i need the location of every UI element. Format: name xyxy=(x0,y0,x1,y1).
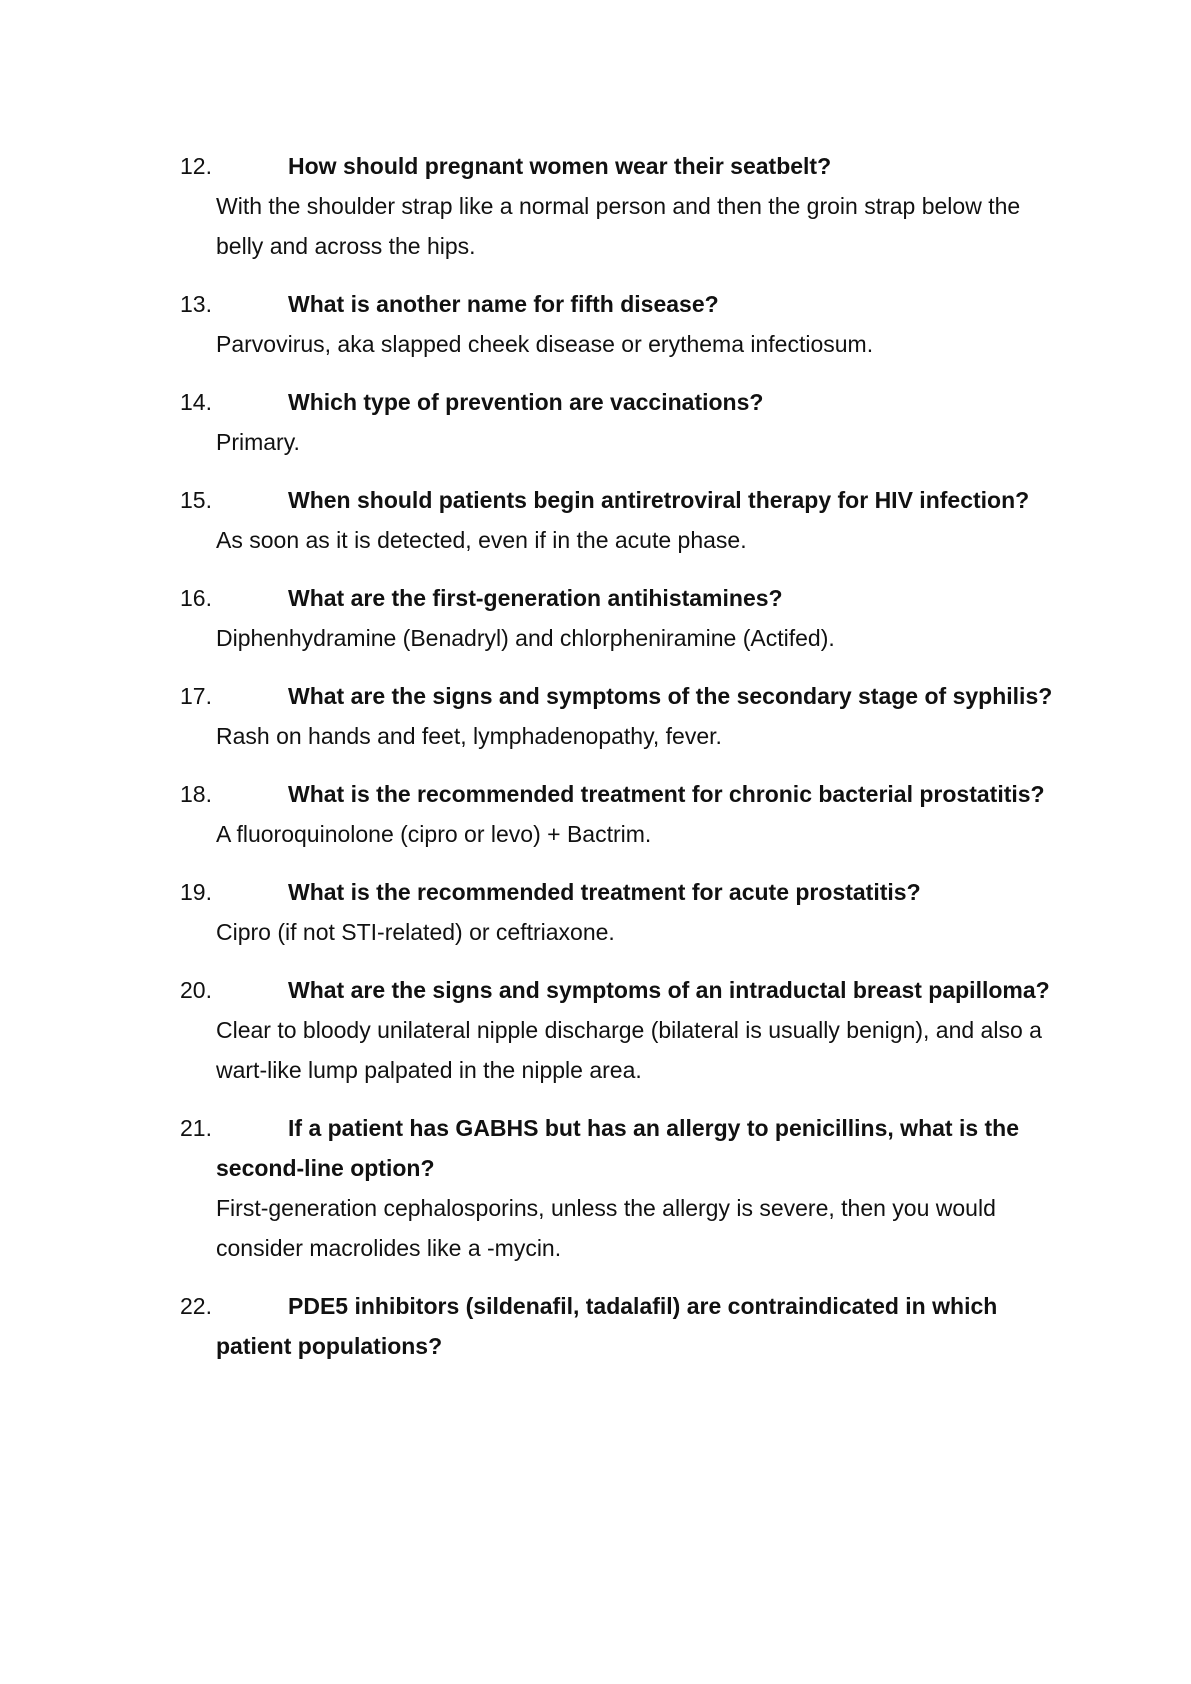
question-text: What are the signs and symptoms of the secondary stage of syphilis? xyxy=(288,683,1053,709)
question xyxy=(180,146,1060,186)
qa-item xyxy=(180,970,1060,1090)
question-text: When should patients begin antiretroviral therapy for HIV infection? xyxy=(288,487,1030,513)
qa-item xyxy=(180,382,1060,462)
qa-item xyxy=(180,1108,1060,1268)
qa-list xyxy=(180,146,1060,1384)
question-number: 22. xyxy=(180,1293,212,1319)
answer-text: Parvovirus, aka slapped cheek disease or erythema infectiosum. xyxy=(216,331,874,357)
answer-text: Clear to bloody unilateral nipple discharge (bilateral is usually benign), and also a wart-like lump palpated in the nipple area. xyxy=(216,1017,1042,1083)
question-text: What is the recommended treatment for acute prostatitis? xyxy=(288,879,921,905)
question xyxy=(180,578,1060,618)
question-number: 15. xyxy=(180,487,212,513)
question xyxy=(180,1286,1060,1366)
question-text: What is another name for fifth disease? xyxy=(288,291,719,317)
answer-text: Diphenhydramine (Benadryl) and chlorpheniramine (Actifed). xyxy=(216,625,835,651)
qa-item xyxy=(180,774,1060,854)
qa-item xyxy=(180,872,1060,952)
question-number: 17. xyxy=(180,683,212,709)
answer-text: With the shoulder strap like a normal person and then the groin strap below the belly and across the hips. xyxy=(216,193,1021,259)
question-text: PDE5 inhibitors (sildenafil, tadalafil) are contraindicated in which patient populations? xyxy=(216,1293,998,1359)
question xyxy=(180,480,1060,520)
question-number: 21. xyxy=(180,1115,212,1141)
question-number: 13. xyxy=(180,291,212,317)
question-text: Which type of prevention are vaccinations? xyxy=(288,389,764,415)
question-number: 18. xyxy=(180,781,212,807)
answer-text: Cipro (if not STI-related) or ceftriaxone. xyxy=(216,919,615,945)
answer-text: As soon as it is detected, even if in the acute phase. xyxy=(216,527,747,553)
question xyxy=(180,970,1060,1010)
question-text: What are the signs and symptoms of an intraductal breast papilloma? xyxy=(288,977,1050,1003)
question-number: 12. xyxy=(180,153,212,179)
qa-item xyxy=(180,146,1060,266)
question xyxy=(180,1108,1060,1188)
question-text: If a patient has GABHS but has an allergy to penicillins, what is the second-line option? xyxy=(216,1115,1020,1181)
question xyxy=(180,774,1060,814)
question xyxy=(180,382,1060,422)
question-text: What are the first-generation antihistamines? xyxy=(288,585,783,611)
answer-text: A fluoroquinolone (cipro or levo) + Bactrim. xyxy=(216,821,652,847)
question-number: 20. xyxy=(180,977,212,1003)
answer-text: Primary. xyxy=(216,429,300,455)
question xyxy=(180,676,1060,716)
qa-item xyxy=(180,578,1060,658)
qa-item xyxy=(180,284,1060,364)
answer-text: First-generation cephalosporins, unless the allergy is severe, then you would consider macrolides like a -mycin. xyxy=(216,1195,996,1261)
answer-text: Rash on hands and feet, lymphadenopathy, fever. xyxy=(216,723,722,749)
question-text: How should pregnant women wear their seatbelt? xyxy=(288,153,832,179)
question xyxy=(180,872,1060,912)
question-text: What is the recommended treatment for chronic bacterial prostatitis? xyxy=(288,781,1045,807)
qa-item xyxy=(180,676,1060,756)
question xyxy=(180,284,1060,324)
question-number: 19. xyxy=(180,879,212,905)
question-number: 14. xyxy=(180,389,212,415)
qa-item xyxy=(180,480,1060,560)
question-number: 16. xyxy=(180,585,212,611)
qa-item xyxy=(180,1286,1060,1366)
